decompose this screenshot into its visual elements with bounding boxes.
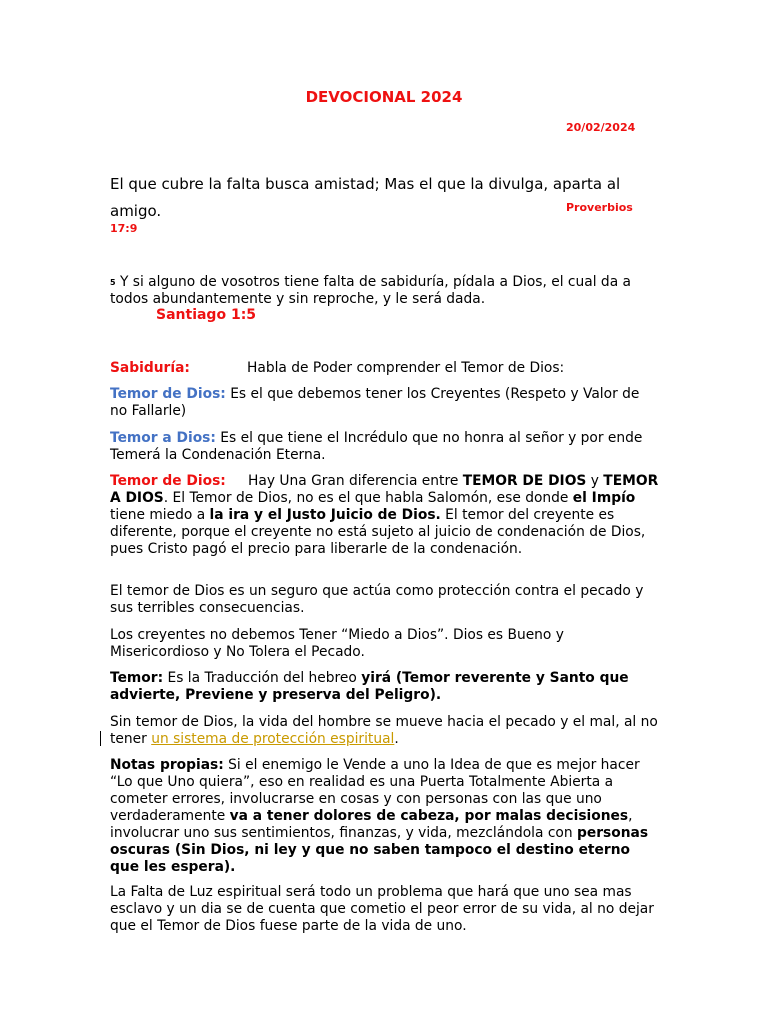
paragraph-creyentes: Los creyentes no debemos Tener “Miedo a Dios”. Dios es Bueno y Misericordioso y No Tolera el Pecado. <box>110 627 564 660</box>
notas-text-2: , involucrar uno sus sentimientos, finanzas, y vida, mezclándola con <box>110 808 633 841</box>
paragraph-final: La Falta de Luz espiritual será todo un problema que hará que uno sea mas esclavo y un dia se de cuenta que cometio el peor error de su vida, al no dejar que el Temor de Dios fuese parte de la vida de uno. <box>110 884 654 934</box>
sabiduria-text: Habla de Poder comprender el Temor de Dios: <box>247 360 565 376</box>
document-date: 20/02/2024 <box>566 121 636 134</box>
label-temor: Temor: <box>110 670 164 686</box>
paragraph-temor-diferencia <box>110 473 660 558</box>
verse-proverbios: El que cubre la falta busca amistad; Mas el que la divulga, aparta al amigo. <box>110 175 621 220</box>
text-cursor <box>100 731 101 746</box>
verse-santiago <box>110 274 658 308</box>
protection-link[interactable]: un sistema de protección espiritual <box>151 731 395 747</box>
notas-bold-1: va a tener dolores de cabeza, por malas decisiones <box>229 808 629 824</box>
diff-text-5: El temor del creyente es diferente, porque el creyente no está sujeto al juicio de condenación de Dios, pues Cristo pagó el precio para liberarle de la condenación. <box>110 507 646 557</box>
verse-ref-santiago: Santiago 1:5 <box>156 307 257 323</box>
diff-bold-1: TEMOR DE DIOS <box>462 473 587 489</box>
notas-text-1: Si el enemigo le Vende a uno la Idea de que es mejor hacer “Lo que Uno quiera”, eso en realidad es una Puerta Totalmente Abierta a cometer errores, involucrarse en cosas y con personas con las que uno verdaderamente <box>110 757 640 824</box>
diff-text-3: . El Temor de Dios, no es el que habla Salomón, ese donde <box>163 490 573 506</box>
diff-bold-4: la ira y el Justo Juicio de Dios. <box>209 507 441 523</box>
paragraph-temor-traduccion <box>110 670 660 704</box>
verse-santiago-text: Y si alguno de vosotros tiene falta de sabiduría, pídala a Dios, el cual da a todos abundantemente y sin reproche, y le será dada. <box>110 274 631 307</box>
trad-bold-1: yirá (Temor reverente y Santo que advierte, Previene y preserva del Peligro). <box>110 670 629 703</box>
label-temor-diferencia: Temor de Dios: <box>110 473 226 489</box>
document-title: DEVOCIONAL 2024 <box>305 88 463 106</box>
paragraph-sabiduria <box>110 360 660 377</box>
paragraph-seguro: El temor de Dios es un seguro que actúa como protección contra el pecado y sus terribles consecuencias. <box>110 583 644 616</box>
label-notas: Notas propias: <box>110 757 224 773</box>
paragraph-sin-temor <box>110 714 660 748</box>
temor-de-dios-text: Es el que debemos tener los Creyentes (Respeto y Valor de no Fallarle) <box>110 386 640 419</box>
paragraph-temor-de-dios <box>110 386 660 420</box>
trad-text-1: Es la Traducción del hebreo <box>163 670 362 686</box>
verse-ref-chapter: 17:9 <box>110 222 138 235</box>
diff-bold-3: el Impío <box>572 490 636 506</box>
notas-bold-2: personas oscuras (Sin Dios, ni ley y que no saben tampoco el destino eterno que les espera). <box>110 825 649 875</box>
verse-ref-book: Proverbios <box>566 201 633 214</box>
paragraph-notas <box>110 757 660 876</box>
temor-a-dios-text: Es el que tiene el Incrédulo que no honra al señor y por ende Temerá la Condenación Eterna. <box>110 430 643 463</box>
diff-text-1: Hay Una Gran diferencia entre <box>248 473 463 489</box>
sin-temor-text-2: . <box>394 731 399 747</box>
label-temor-de-dios: Temor de Dios: <box>110 386 226 402</box>
label-sabiduria: Sabiduría: <box>110 360 190 376</box>
diff-text-2: y <box>586 473 604 489</box>
diff-text-4: tiene miedo a <box>110 507 210 523</box>
diff-bold-2: TEMOR A DIOS <box>110 473 659 506</box>
verse-number: 5 <box>110 278 116 287</box>
label-temor-a-dios: Temor a Dios: <box>110 430 216 446</box>
paragraph-temor-a-dios <box>110 430 660 464</box>
sin-temor-text-1: Sin temor de Dios, la vida del hombre se mueve hacia el pecado y el mal, al no tener <box>110 714 658 747</box>
